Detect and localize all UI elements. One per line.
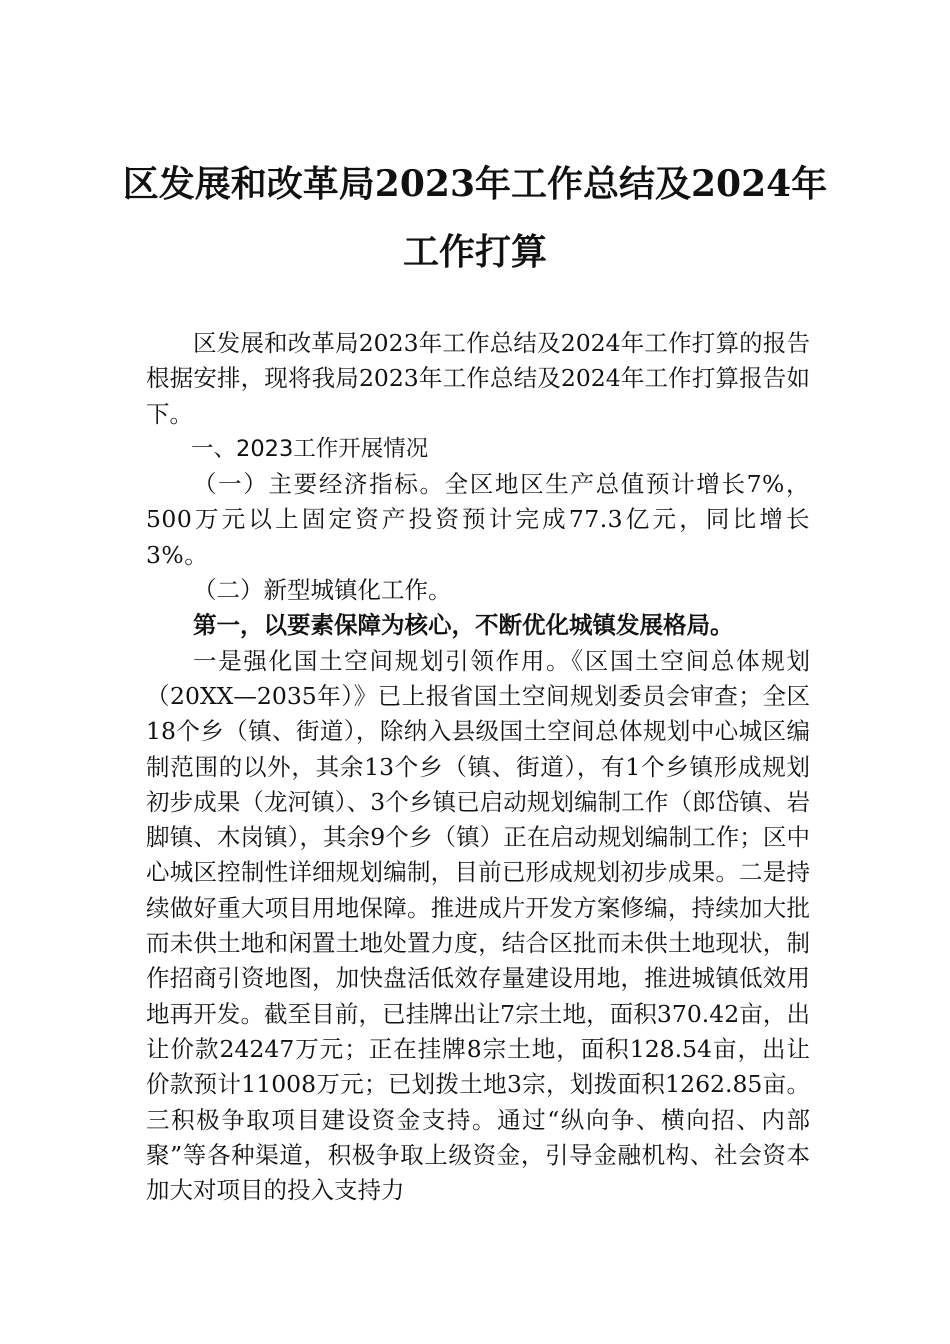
paragraph-economic-indicators: （一）主要经济指标。全区地区生产总值预计增长7%，500万元以上固定资产投资预计完成77.3亿元，同比增长3%。 (146, 470, 810, 569)
section-heading-1: 一、2023工作开展情况 (191, 435, 429, 462)
document-title-line-2: 工作打算 (402, 231, 547, 273)
paragraph-urbanization-heading: （二）新型城镇化工作。 (193, 576, 452, 605)
document-title-line-1: 区发展和改革局2023年工作总结及2024年 (122, 163, 828, 205)
paragraph-planning-details: 一是强化国土空间规划引领作用。《区国土空间总体规划（20XX—2035年）》已上报省国土空间规划委员会审查；全区18个乡（镇、街道），除纳入县级国土空间总体规划中心城区编制范围的以外，其余13个乡（镇、街道），有1个乡镇形成规划初步成果（龙河镇）、3个乡镇已启动规划编制工作（郎岱镇、岩脚镇、木岗镇），其余9个乡（镇）正在启动规划编制工作；区中心城区控制性详细规划编制，目前已形成规划初步成果。二是持续做好重大项目用地保障。推进成片开发方案修编，持续加大批而未供土地和闲置土地处置力度，结合区批而未供土地现状，制作招商引资地图，加快盘活低效存量建设用地，推进城镇低效用地再开发。截至目前，已挂牌出让7宗土地，面积370.42亩，出让价款24247万元；正在挂牌8宗土地，面积128.54亩，出让价款预计11008万元；已划拨土地3宗，划拨面积1262.85亩。三积极争取项目建设资金支持。通过“纵向争、横向招、内部聚”等各种渠道，积极争取上级资金，引导金融机构、社会资本加大对项目的投入支持力 (146, 646, 810, 1205)
intro-paragraph: 区发展和改革局2023年工作总结及2024年工作打算的报告根据安排，现将我局2023年工作总结及2024年工作打算报告如下。 (146, 329, 810, 428)
document-body (146, 326, 810, 1208)
paragraph-first-point: 第一，以要素保障为核心，不断优化城镇发展格局。 (193, 611, 734, 640)
